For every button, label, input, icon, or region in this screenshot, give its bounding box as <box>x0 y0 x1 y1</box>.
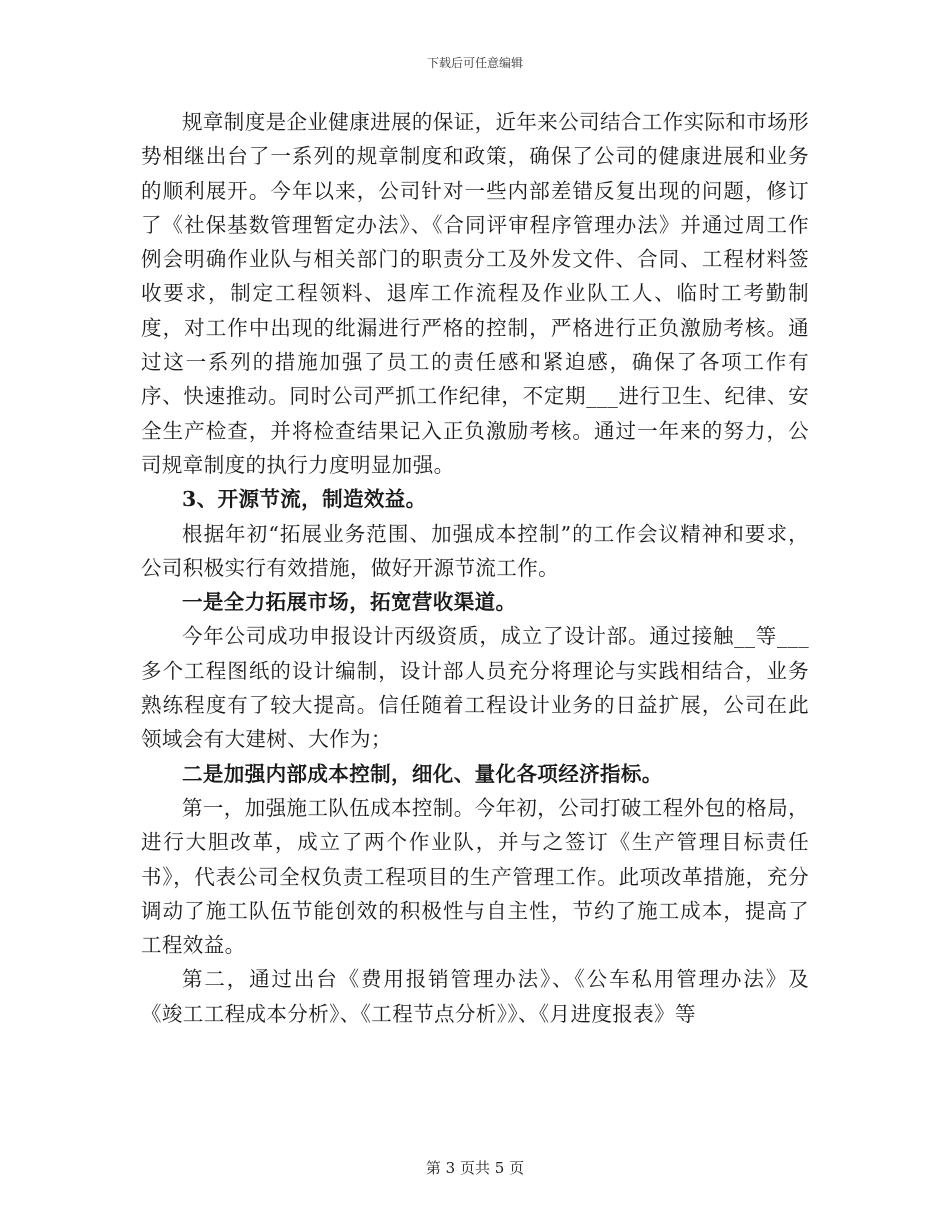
page-footer: 第 3 页共 5 页 <box>425 1159 525 1177</box>
document-body <box>141 105 809 1031</box>
paragraph-second-cost: 第二，通过出台《费用报销管理办法》、《公车私用管理办法》及《竣工工程成本分析》、《工程节点分析》》、《月进度报表》等 <box>141 967 809 1026</box>
subheading-cost-control: 二是加强内部成本控制，细化、量化各项经济指标。 <box>182 761 663 786</box>
section-heading-3: 3、开源节流，制造效益。 <box>182 487 427 512</box>
page-header: 下载后可任意编辑 <box>426 56 523 70</box>
paragraph-design-dept: 今年公司成功申报设计丙级资质，成立了设计部。通过接触__等___多个工程图纸的设计编制，设计部人员充分将理论与实践相结合，业务熟练程度有了较大提高。信任随着工程设计业务的日益扩展，公司在此领域会有大建树、大作为； <box>141 624 809 752</box>
subheading-market: 一是全力拓展市场，拓宽营收渠道。 <box>182 590 517 615</box>
paragraph-meeting-spirit: 根据年初“拓展业务范围、加强成本控制”的工作会议精神和要求，公司积极实行有效措施，做好开源节流工作。 <box>141 521 809 580</box>
paragraph-first-cost: 第一，加强施工队伍成本控制。今年初，公司打破工程外包的格局，进行大胆改革，成立了两个作业队，并与之签订《生产管理目标责任书》，代表公司全权负责工程项目的生产管理工作。此项改革措施，充分调动了施工队伍节能创效的积极性与自主性，节约了施工成本，提高了工程效益。 <box>141 795 809 958</box>
paragraph-regulations: 规章制度是企业健康进展的保证，近年来公司结合工作实际和市场形势相继出台了一系列的规章制度和政策，确保了公司的健康进展和业务的顺利展开。今年以来，公司针对一些内部差错反复出现的问题，修订了《社保基数管理暂定办法》、《合同评审程序管理办法》并通过周工作例会明确作业队与相关部门的职责分工及外发文件、合同、工程材料签收要求，制定工程领料、退库工作流程及作业队工人、临时工考勤制度，对工作中出现的纰漏进行严格的控制，严格进行正负激励考核。通过这一系列的措施加强了员工的责任感和紧迫感，确保了各项工作有序、快速推动。同时公司严抓工作纪律，不定期___进行卫生、纪律、安全生产检查，并将检查结果记入正负激励考核。通过一年来的努力，公司规章制度的执行力度明显加强。 <box>141 110 809 477</box>
